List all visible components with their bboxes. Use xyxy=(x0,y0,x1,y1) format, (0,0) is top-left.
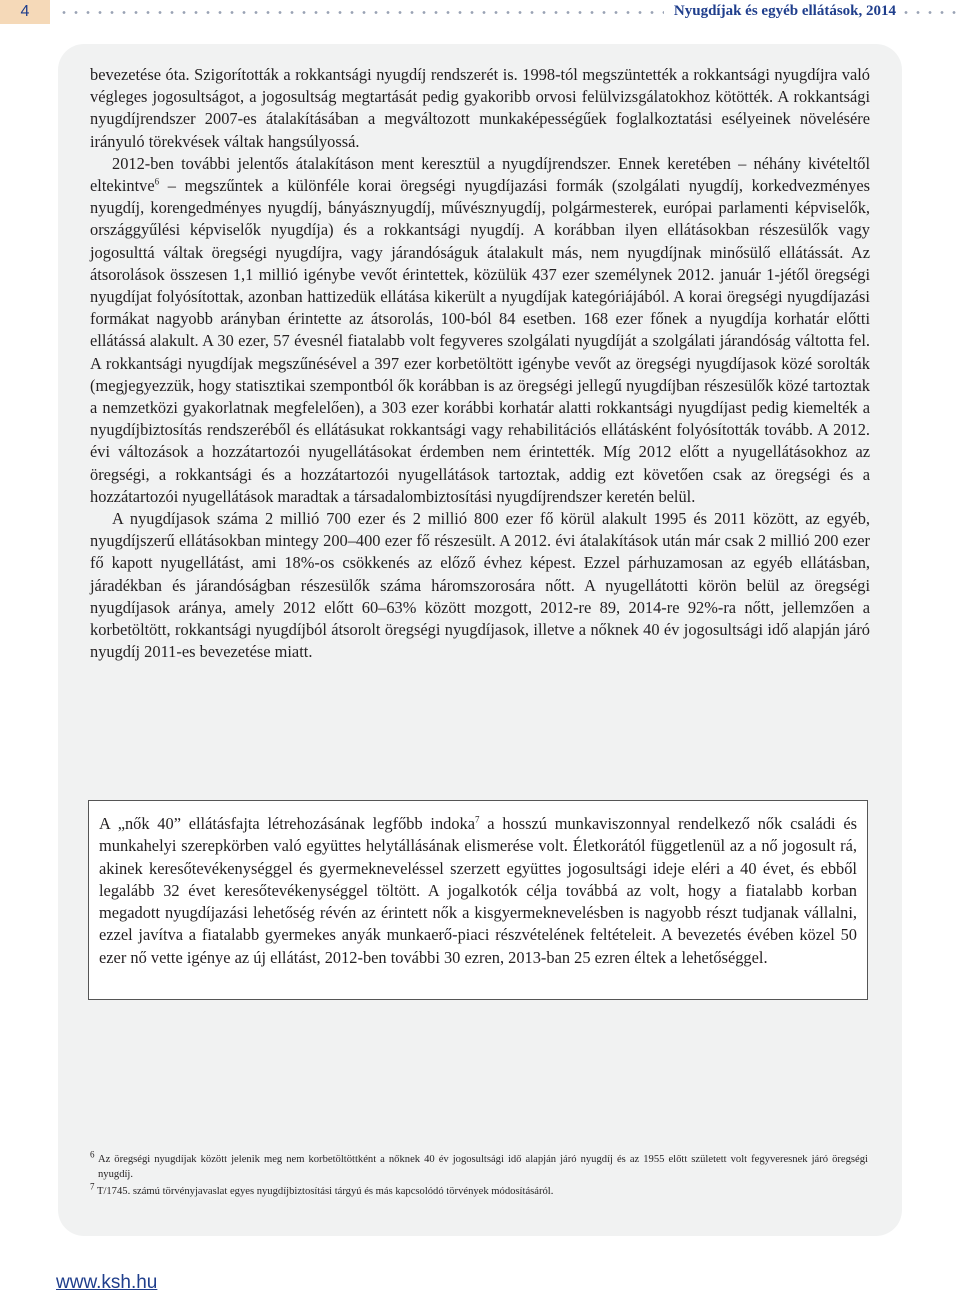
paragraph-2-part-a: 2012-ben további jelentős átalakításon ment keresztül a nyugdíjrendszer. Ennek keretében – néhány kivételtől eltekintve xyxy=(90,153,870,196)
running-header-title: Nyugdíjak és egyéb ellátások, 2014 xyxy=(673,3,896,19)
paragraph-2 xyxy=(90,153,870,508)
footnote-6-text: Az öregségi nyugdíjak között jelenik meg nem korbetöltöttként a nőknek 40 év jogosultsági idő alapján járó nyugdíj és az 1955 előtt született volt fegyveresnek járó öregségi nyugdíj. xyxy=(97,1154,868,1180)
info-box-text-a: A „nők 40” ellátásfajta létrehozásának legfőbb indoka xyxy=(99,814,476,833)
footnote-7 xyxy=(90,1181,868,1199)
info-box-text xyxy=(99,813,857,969)
paragraph-1: bevezetése óta. Szigorították a rokkantsági nyugdíj rendszerét is. 1998-tól megszüntették a rokkantsági nyugdíjra való végleges jogosultságot, a jogosultság megtartását pedig gyakoribb orvosi felülvizsgálatokhoz kötötték. A rokkantsági nyugdíjrendszer 2007-es átalakításában a megváltozott munkaképességűek foglalkoztatási esélyeinek növelésére irányuló törekvések váltak hangsúlyossá. xyxy=(90,65,870,151)
main-text xyxy=(90,64,870,663)
footnote-ref-6: 6 xyxy=(154,176,160,187)
footer-website-link[interactable]: www.ksh.hu xyxy=(56,1272,158,1293)
footnote-7-text: T/1745. számú törvényjavaslat egyes nyugdíjbiztosítási tárgyú és más kapcsolódó törvények módosításáról. xyxy=(96,1186,554,1197)
header-dotted-rule-left xyxy=(58,11,664,14)
page-number-box xyxy=(0,0,50,24)
footnote-ref-7: 7 xyxy=(475,814,480,825)
footnotes xyxy=(90,1149,868,1201)
footnote-7-mark: 7 xyxy=(90,1181,95,1192)
footnote-6 xyxy=(90,1149,868,1182)
info-box-text-b: a hosszú munkaviszonnyal rendelkező nők családi és munkahelyi szerepkörben való együttes helytállásának elismerése volt. Életkorától függetlenül az a nő jogosult rá, akinek keresőtevékenységgel és gyermekneveléssel szerzett együttes jogosultsági ideje eléri a 40 évet, és ebből legalább 32 évet keresőtevékenységgel töltött. A jogalkotók célja továbbá az volt, hogy a fiatalabb korban megadott nyugdíjazási lehetőség révén az érintett nők a kisgyermeknevelésben is nagyobb részt tudjanak vállalni, ezzel javítva a fiatalabb gyermekes anyák munkaerő-piaci részvételének feltételeit. A bevezetés évében közel 50 ezer nő vette igénye az új ellátást, 2012-ben további 30 ezren, 2013-ban 25 ezren éltek a lehetőséggel. xyxy=(99,814,857,967)
paragraph-3: A nyugdíjasok száma 2 millió 700 ezer és 2 millió 800 ezer fő körül alakult 1995 és 2011 között, az egyéb, nyugdíjszerű ellátásokban mintegy 200–400 ezer fő részesült. A 2012. évi átalakítások után már csak 2 millió 200 ezer fő kapott nyugellátást, ami 18%-os csökkenés az előző évhez képest. Ezzel párhuzamosan az egyéb ellátásban, járadékban és járandóságban részesülők száma háromszorosára nőtt. A nyugellátotti körön belül az öregségi nyugdíjasok aránya, amely 2012 előtt 60–63% között mozgott, 2012-re 89, 2014-re 92%-ra nőtt, jellemzően a korbetöltött, rokkantsági nyugdíjból átsorolt öregségi nyugdíjasok, illetve a nőknek 40 év jogosultsági idő alapján járó nyugdíj 2011-es bevezetése miatt. xyxy=(90,509,870,662)
footnote-6-mark: 6 xyxy=(90,1149,95,1160)
page-number: 4 xyxy=(20,3,30,20)
info-box-nok-40 xyxy=(88,800,868,1000)
header-dotted-rule-right xyxy=(900,11,960,14)
paragraph-2-part-b: – megszűntek a különféle korai öregségi nyugdíjazási formák (szolgálati nyugdíj, korkedvezményes nyugdíj, korengedményes nyugdíj, bányásznyugdíj, művésznyugdíj, polgármesterek, európai parlamenti képviselők, országgyűlési képviselők nyugdíja) és a rokkantsági nyugdíj. A korábban ilyen ellátásokban részesülők vagy jogosulttá váltak öregségi nyugdíjra, vagy járandóságuk átalakult más, nem nyugdíjnak minősülő ellátássát. Az átsorolások összesen 1,1 millió igénybe vevőt érintettek, közülük 437 ezer személynek 2012. január 1-jétől öregségi nyugdíjat folyósítottak, azonban hattizedük ellátása kikerült a nyugdíjak kategóriájából. A korai öregségi nyugdíjazási formákat nagyobb arányban érintette az átsorolás, 100-ból 84 esetben. 168 ezer főnek a nyugdíja korhatár előtti ellátássá alakult. A 30 ezer, 57 évesnél fiatalabb volt fegyveres szolgálati nyugdíját a szolgálati járandóság váltotta fel. A rokkantsági nyugdíjak megszűnésével a 397 ezer korbetöltött igénybe vevőt az öregségi nyugdíjasok közé sorolták (megjegyezzük, hogy statisztikai szempontból ők korábban is az öregségi jellegű nyugdíjban részesülők közé tartoztak a nemzetközi gyakorlatnak megfelelően), a 303 ezer korábbi korhatár alatti rokkantsági nyugdíjast pedig kiemelték a nyugdíjbiztosítás rendszeréből és ellátásukat rokkantsági vagy rehabilitációs ellátásként folyósították tovább. A 2012. évi változások a hozzátartozói nyugellátásokat érdemben nem érintették. Míg 2012 előtt a nyugellátásokhoz az öregségi, a rokkantsági és a hozzátartozói nyugellátások tartoztak, addig ezt követően csak az öregségi és a hozzátartozói nyugellátások maradtak a társadalombiztosítási nyugdíjrendszer keretén belül. xyxy=(90,176,870,506)
